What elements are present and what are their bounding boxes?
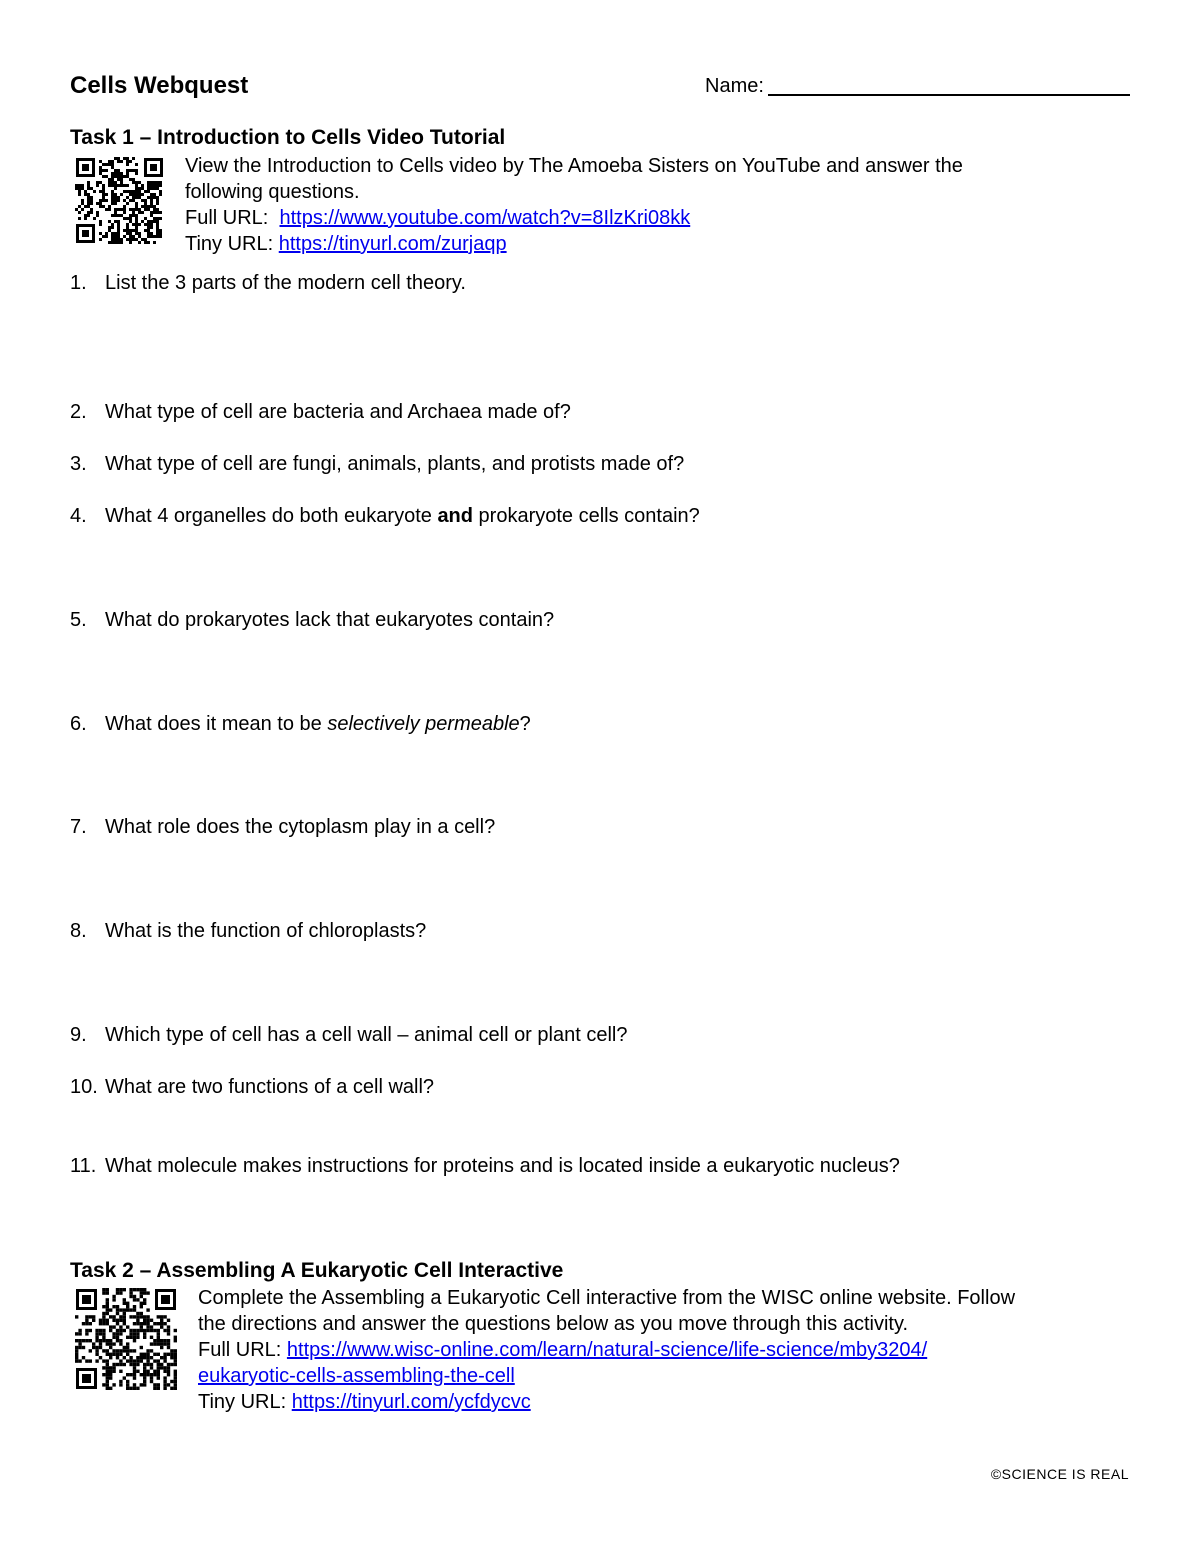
task1-tiny-url-row <box>185 231 507 257</box>
name-blank-line[interactable] <box>768 94 1130 96</box>
task2-description-line1: Complete the Assembling a Eukaryotic Cell interactive from the WISC online website. Follow <box>198 1287 1016 1309</box>
task2-tiny-url-link[interactable]: https://tinyurl.com/ycfdycvc <box>291 1391 531 1413</box>
task1-heading: Task 1 – Introduction to Cells Video Tutorial <box>70 126 506 149</box>
name-label: Name: <box>705 75 764 97</box>
task2-description-line2: the directions and answer the questions below as you move through this activity. <box>198 1313 909 1335</box>
question-11: 11. What molecule makes instructions for proteins and is located inside a eukaryotic nucleus? <box>70 1155 900 1177</box>
task2-full-url-label: Full URL: <box>198 1339 282 1361</box>
task2-tiny-url-row <box>198 1389 531 1415</box>
question-6: 6. What does it mean to be selectively permeable? <box>70 713 531 735</box>
task1-description-line1: View the Introduction to Cells video by The Amoeba Sisters on YouTube and answer the <box>185 155 963 177</box>
task1-description-line2: following questions. <box>185 181 360 203</box>
task1-full-url-row <box>185 205 690 231</box>
task1-full-url-link[interactable]: https://www.youtube.com/watch?v=8IlzKri08kk <box>279 207 691 229</box>
question-7: 7. What role does the cytoplasm play in a cell? <box>70 816 496 838</box>
task2-full-url-row <box>198 1337 927 1363</box>
question-1: 1. List the 3 parts of the modern cell theory. <box>70 272 466 294</box>
question-3: 3. What type of cell are fungi, animals, plants, and protists made of? <box>70 453 685 475</box>
task1-tiny-url-link[interactable]: https://tinyurl.com/zurjaqp <box>278 233 507 255</box>
task2-full-url-row-2 <box>198 1363 515 1389</box>
task1-full-url-label: Full URL: <box>185 207 269 229</box>
task2-full-url-link-continued[interactable]: eukaryotic-cells-assembling-the-cell <box>198 1365 515 1387</box>
task2-full-url-link[interactable]: https://www.wisc-online.com/learn/natural-science/life-science/mby3204/ <box>286 1339 928 1361</box>
question-10: 10. What are two functions of a cell wall? <box>70 1076 435 1098</box>
question-5: 5. What do prokaryotes lack that eukaryotes contain? <box>70 609 555 631</box>
question-9: 9. Which type of cell has a cell wall – animal cell or plant cell? <box>70 1024 628 1046</box>
question-2: 2. What type of cell are bacteria and Archaea made of? <box>70 401 571 423</box>
question-4: 4. What 4 organelles do both eukaryote and prokaryote cells contain? <box>70 505 700 527</box>
task2-heading: Task 2 – Assembling A Eukaryotic Cell Interactive <box>70 1259 564 1282</box>
task2-tiny-url-label: Tiny URL: <box>198 1391 287 1413</box>
task1-qr-code-icon <box>75 157 164 244</box>
question-8: 8. What is the function of chloroplasts? <box>70 920 427 942</box>
page-title: Cells Webquest <box>70 72 249 99</box>
task1-tiny-url-label: Tiny URL: <box>185 233 274 255</box>
task2-qr-code-icon <box>75 1288 177 1390</box>
copyright-footer: ©SCIENCE IS REAL <box>990 1466 1129 1482</box>
